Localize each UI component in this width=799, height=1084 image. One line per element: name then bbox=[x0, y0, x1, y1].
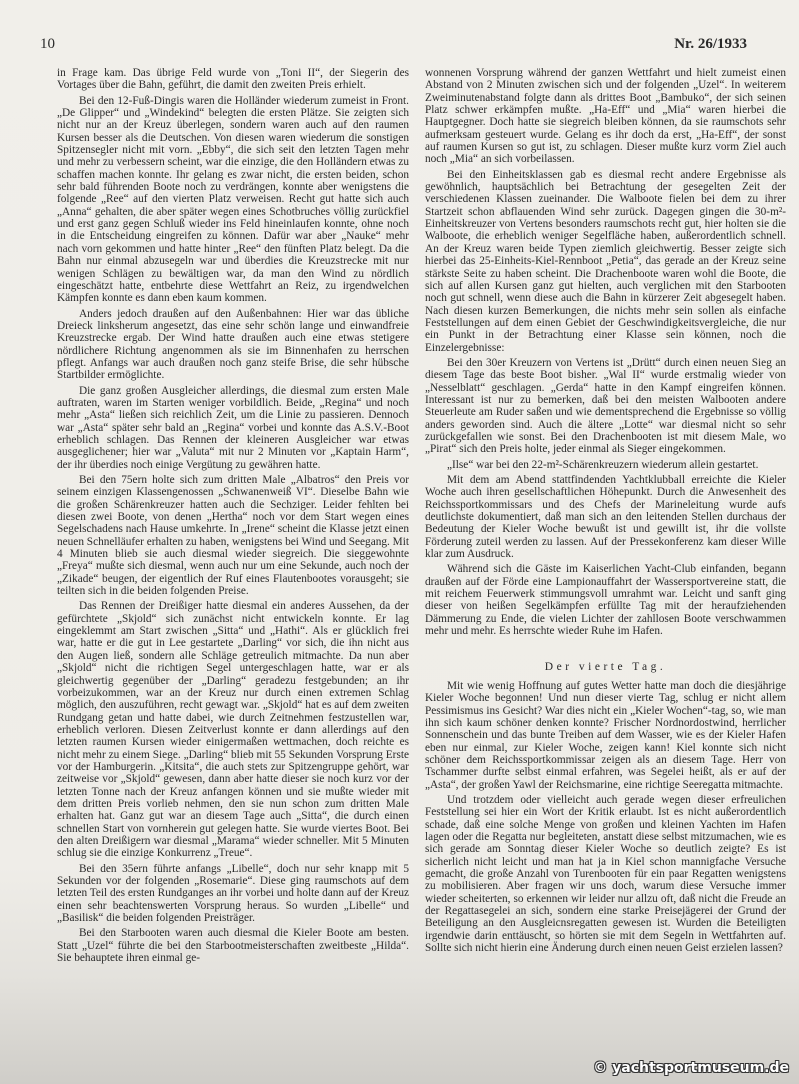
paragraph: Und trotzdem oder vielleicht auch gerade wegen dieser erfreulichen Feststellung sei hier ein Wort der Kritik erlaubt. Ist es nicht außerordentlich schade, daß eine solche Menge von großen und kleinen Yachten im Hafen lagen oder die Regatta nur begleiteten, anstatt diese selbst mitzumachen, wie es sich gerade am Sonntag dieser Kieler Woche so deutlich zeigte? Es ist sicherlich nicht leicht und man hat ja in Kiel schon mannigfache Versuche gemacht, die große Anzahl von Turenbooten für ein paar Regatten wenigstens zu mobilisieren. Aber fragen wir uns doch, warum diese Versuche immer wieder scheiterten, so erkennen wir leider nur allzu oft, daß nicht die Freude an der Regattasegelei an sich, sondern eine starke Preisejägerei der Grund der Beteiligung an den Ausgleicnsregatten gewesen ist. Wurden die Beteiligten irgendwie darin enttäuscht, so hörten sie mit dem Segeln in Wettfahrten auf. Sollte sich nicht hierin eine Änderung durch einen neuen Geist erzielen lassen? bbox=[425, 793, 786, 955]
paragraph: Anders jedoch draußen auf den Außenbahnen: Hier war das übliche Dreieck linksherum angesetzt, das eine sehr schön lange und einwandfreie Kreuzstrecke ergab. Der Wind hatte draußen auch eine etwas stetigere nördlichere Richtung angenommen als sie im Binnenhafen zu herrschen pflegt. Anfangs war auch draußen noch ganz steife Brise, die sehr hübsche Startbilder ermöglichte. bbox=[57, 307, 409, 382]
paragraph: Die ganz großen Ausgleicher allerdings, die diesmal zum ersten Male auftraten, waren im Starten weniger vorbildlich. Beide, „Regina“ und noch mehr „Asta“ ließen sich reichlich Zeit, um die Linie zu passieren. Dennoch war „Asta“ später sehr bald an „Regina“ vorbei und konnte das A.S.V.-Boot erheblich schlagen. Das Rennen der kleineren Ausgleicher war etwas ausgeglichener; hier war „Valuta“ mit nur 2 Minuten vor „Kaptain Harm“, der ihr überdies noch einige Vergütung zu gewähren hatte. bbox=[57, 384, 409, 471]
right-column bbox=[425, 67, 786, 957]
left-column bbox=[57, 67, 409, 967]
watermark: © yachtsportmuseum.de bbox=[593, 1060, 789, 1076]
paragraph: wonnenen Vorsprung während der ganzen Wettfahrt und hielt zumeist einen Abstand von 2 Minuten zwischen sich und der folgenden „Uzel“. In weiterem Zweiminutenabstand folgte dann als drittes Boot „Bambuko“, der sich seinen Platz schwer erkämpfen mußte. „Ha-Eff“ und „Mia“ waren hierbei die Hauptgegner. Doch hatte sie siegreich bleiben können, da sie raumschots sehr aufmerksam gesteuert wurde. Gelang es ihr doch da erst, „Ha-Eff“, der sonst auf raumen Kursen so gut ist, zu schlagen. Dieser mußte kurz vorm Ziel auch noch „Mia“ an sich vorbeilassen. bbox=[425, 67, 786, 166]
paragraph: Bei den 30er Kreuzern von Vertens ist „Drütt“ durch einen neuen Sieg an diesem Tage das beste Boot bisher. „Wal II“ wurde erstmalig wieder von „Nesselblatt“ geschlagen. „Gerda“ hatte in den Kampf eingreifen können. Interessant ist nur zu bemerken, daß bei den meisten Walbooten andere Steuerleute am Ruder saßen und wie dementsprechend die Ergebnisse so völlig anders geworden sind. Auch die ältere „Lotte“ war diesmal nicht so sehr zurückgefallen wie sonst. Bei den Drachenbooten ist mit diesem Male, wo „Pirat“ sich den Preis holte, jeder einmal als Sieger eingekommen. bbox=[425, 356, 786, 456]
page-number: 10 bbox=[40, 36, 55, 52]
paragraph: Während sich die Gäste im Kaiserlichen Yacht-Club einfanden, begann draußen auf der Förde eine Lampionauffahrt der Wassersportvereine statt, die mit reichem Feuerwerk stimmungsvoll umrahmt war. Leicht und sanft ging dieser von heißen Segelkämpfen erfüllte Tag mit der heraufziehenden Dämmerung zu Ende, die vielen Lichter der zahllosen Boote verschwammen mehr und mehr. Es herrschte wieder Ruhe im Hafen. bbox=[425, 563, 786, 638]
paragraph: Mit dem am Abend stattfindenden Yachtklubball erreichte die Kieler Woche auch ihren gesellschaftlichen Höhepunkt. Durch die Anwesenheit des Reichssportkommissars und des Chefs der Marineleitung wurde aufs deutlichste dokumentiert, daß man sich an den leitenden Stellen durchaus der Bedeutung der Kieler Woche bewußt ist und gewillt ist, ihr die vollste Förderung zuteil werden zu lassen. Auf der Pressekonferenz kam dieser Wille klar zum Ausdruck. bbox=[425, 474, 786, 561]
paragraph: Mit wie wenig Hoffnung auf gutes Wetter hatte man doch die diesjährige Kieler Woche begonnen! Und nun dieser vierte Tag, schlug er nicht allem Pessimismus ins Gesicht? War dies nicht ein „Kieler Wochen“-tag, so, wie man ihn sich kaum schöner denken konnte? Frischer Nordnordostwind, herrlicher Sonnenschein und das bunte Treiben auf dem Wasser, wie es der Kieler Hafen eben nur einmal, zur Kieler Woche, zeigen kann! Kiel konnte sich nicht schöner dem Reichssportkommissar zeigen als an diesem Tage. Herr von Tschammer durfte selbst einmal erfahren, was Segelei heißt, als er auf der „Asta“, der großen Yawl der Reichsmarine, eine richtige Seeregatta mitmachte. bbox=[425, 679, 786, 791]
section-heading: Der vierte Tag. bbox=[544, 661, 667, 674]
paragraph: Das Rennen der Dreißiger hatte diesmal ein anderes Aussehen, da der gefürchtete „Skjold“ sich zunächst nicht entwickeln konnte. Er lag eingeklemmt am Start zwischen „Sitta“ und „Hathi“. Als er glücklich frei war, hatte er die gut in Lee gestartete „Darling“ vor sich, die ihn nicht aus den Augen ließ, sondern alle Schläge getreulich mitmachte. Da nun aber „Skjold“ nicht die richtigen Segel untergeschlagen hatte, war er als gleichwertig gegenüber der „Darling“ geradezu festgebunden; an ihr vorbeizukommen, war an der Kreuz nur durch einen extremen Schlag möglich, den auszuführen, recht gewagt war. „Skjold“ hat es auf dem zweiten Rundgang getan und hatte dabei, wie durch Zeitnehmen festzustellen war, erheblich verloren. Diesen Zeitverlust konnte er dann allerdings auf den letzten raumen Kursen wieder einigermaßen wettmachen, doch reichte es nicht mehr zu einem Siege. „Darling“ blieb mit 55 Sekunden Vorsprung Erste vor der Hamburgerin. „Kitsita“, die auch stets zur Spitzengruppe gehört, war zeitweise vor „Skjold“ gewesen, dann aber hatte dieser sie noch kurz vor der letzten Tonne nach der Kreuz anfangen können und sie mußte wieder mit dem dritten Preis vorlieb nehmen, den sie nun schon zum dritten Male erhalten hat. Ganz gut war an diesem Tage auch „Sitta“, die durch einen schnellen Start von vornherein gut gelegen hatte. Sie wurde viertes Boot. Bei den alten Dreißigern war diesmal „Marama“ wieder schneller. Mit 5 Minuten schlug sie die einzige Konkurrenz „Treue“. bbox=[57, 600, 409, 860]
paragraph: Bei den 35ern führte anfangs „Libelle“, doch nur sehr knapp mit 5 Sekunden vor der folgenden „Rosemarie“. Diese ging raumschots auf dem letzten Teil des ersten Rundganges an ihr vorbei und holte dann auf der Kreuz einen sehr beachtenswerten Vorsprung heraus. So wurden „Libelle“ und „Basilisk“ die beiden folgenden Preisträger. bbox=[57, 862, 409, 925]
paragraph: Bei den Einheitsklassen gab es diesmal recht andere Ergebnisse als gewöhnlich, hauptsächlich bei Betrachtung der gesegelten Zeit der verschiedenen Klassen zueinander. Die Walboote fielen bei dem zu ihrer Startzeit schon abflauenden Wind sehr zurück. Dagegen gingen die 30-m²-Einheitskreuzer von Vertens besonders raumschots recht gut, hier holten sie die Walboote, die erheblich weniger Segelfläche haben, außerordentlich schnell. An der Kreuz waren beide Typen ziemlich gleichwertig. Besser zeigte sich hierbei das 25-Einheits-Kiel-Rennboot „Petia“, das gerade an der Kreuz seine stärkste Seite zu haben scheint. Die Drachenboote waren wohl die Boote, die sich auf allen Kursen ganz gut hielten, auch verglichen mit den Starbooten noch gut schnell, wenn diese auch die Bahn in kürzerer Zeit abgesegelt haben. Nach diesen kurzen Bemerkungen, die nichts mehr sein sollen als einfache Feststellungen auf dem einen Gebiet der Geschwindigkeitsvergleiche, die nur ein Punkt in der Betrachtung einer Klasse sein können, noch die Einzelergebnisse: bbox=[425, 168, 786, 354]
paragraph: in Frage kam. Das übrige Feld wurde von „Toni II“, der Siegerin des Vortages über die Bahn, geführt, die damit den zweiten Preis erhielt. bbox=[57, 67, 409, 92]
paragraph: Bei den 75ern holte sich zum dritten Male „Albatros“ den Preis vor seinem einzigen Klassengenossen „Schwanenweiß VI“. Dieselbe Bahn wie die großen Schärenkreuzer hatten auch die Sechziger. Leider fehlten bei diesen zwei Boote, von denen „Hertha“ noch vor dem Start wegen eines Segelschadens nach Hause umkehrte. In „Irene“ scheint die Klasse jetzt einen neuen Schnelläufer erhalten zu haben, wenigstens bei Wind und Seegang. Mit 4 Minuten blieb sie auch diesmal wieder siegreich. Die sieggewohnte „Freya“ mußte sich diesmal, wenn auch nur um eine Sekunde, auch noch der „Zikade“ beugen, der eigentlich der Ruf eines Flautenbootes vorausgeht; sie teilten sich in die beiden folgenden Preise. bbox=[57, 474, 409, 598]
paragraph: Bei den Starbooten waren auch diesmal die Kieler Boote am besten. Statt „Uzel“ führte die bei den Starbootmeisterschaften zweitbeste „Hilda“. Sie behauptete ihren einmal ge- bbox=[57, 927, 409, 965]
paragraph: „Ilse“ war bei den 22-m²-Schärenkreuzern wiederum allein gestartet. bbox=[447, 458, 759, 471]
paragraph: Bei den 12-Fuß-Dingis waren die Holländer wiederum zumeist in Front. „De Glipper“ und „Windekind“ belegten die ersten Plätze. Sie zeigten sich nicht nur an der Kreuz überlegen, sondern waren auch auf den raumen Kursen besser als die Deutschen. Von diesen waren wiederum die sonstigen Spitzensegler nicht mit vorn. „Ebby“, die sich seit den letzten Tagen mehr und mehr zu verbessern scheint, war die einzige, die den Holländern etwas zu schaffen machen konnte. Ihr gelang es zwar nicht, die ersten beiden, schon sehr bald führenden Boote noch zu verdrängen, konnte aber wenigstens die folgende „Ree“ auf den vierten Platz verweisen. Recht gut hatte sich auch „Anna“ gehalten, die aber später wegen eines Schotbruches völlig zurückfiel und erst ganz gegen Schluß wieder ins Feld hineinlaufen konnte, ohne noch in die Entscheidung eingreifen zu können. Dafür war aber „Nauke“ mehr nach vorn gekommen und hatte hinter „Ree“ den fünften Platz belegt. Da die Bahn nur einmal abzusegeln war und überdies die Kreuzstrecke mit nur wenigen Schlägen zu bewältigen war, da man den Wind zu nördlich eingeschätzt hatte, entbehrte diese Wettfahrt an Reiz, zu irgendwelchen Kämpfen konnte es dann eben kaum kommen. bbox=[57, 94, 409, 305]
issue-number: Nr. 26/1933 bbox=[674, 36, 747, 52]
